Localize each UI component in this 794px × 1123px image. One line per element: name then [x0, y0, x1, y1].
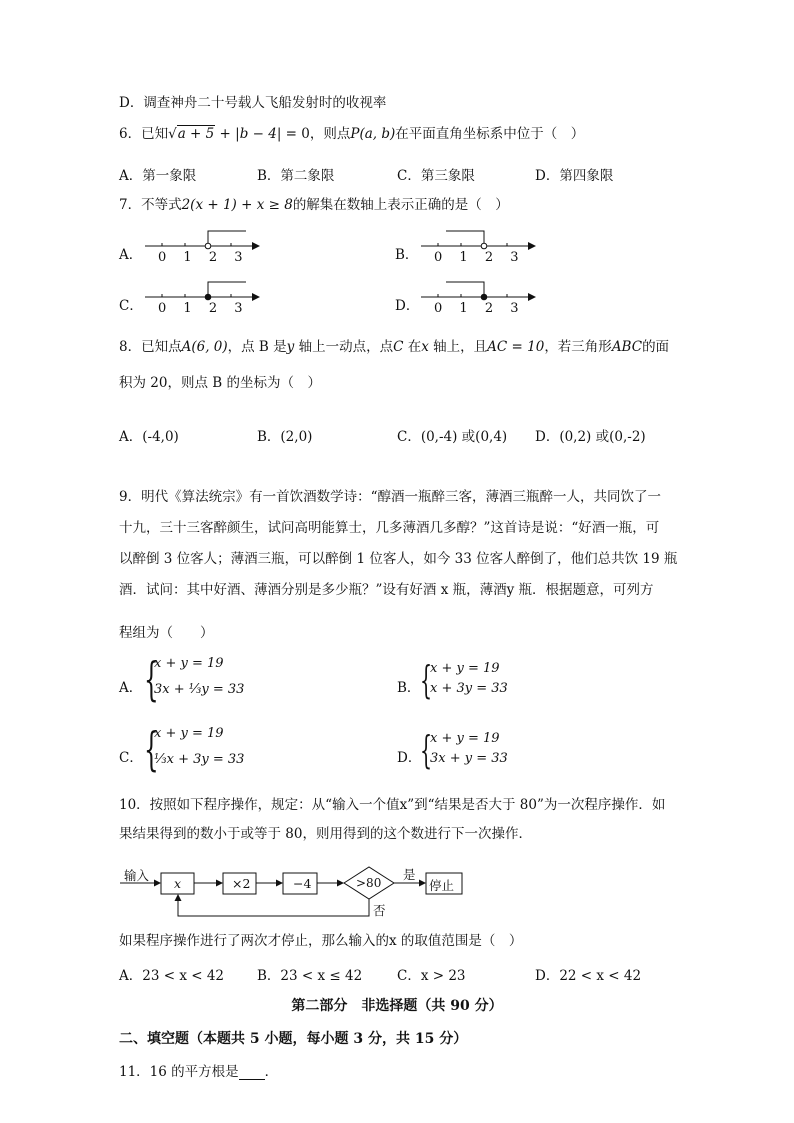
- q5-option-d: D．调查神舟二十号载人飞船发射时的收视率: [119, 95, 387, 111]
- q8-text: 8．已知点: [119, 339, 182, 355]
- q10-option-a: A．23 < x < 42: [119, 968, 225, 984]
- q8-text: ，点 B 是: [227, 339, 287, 355]
- ac-expression: AC = 10: [487, 339, 545, 355]
- q9-label-a: A．: [119, 680, 143, 696]
- q7-label-c: C．: [119, 298, 143, 314]
- q7-label-b: B．: [395, 247, 419, 263]
- q7-stem-prefix: 7．不等式: [119, 197, 182, 213]
- q8-option-c: C．(0,-4) 或(0,4): [397, 429, 508, 445]
- var-c: C: [393, 339, 404, 355]
- equation-system-a: [144, 652, 264, 706]
- flow-no: 否: [373, 903, 386, 918]
- q8-option-b: B．(2,0): [257, 429, 313, 445]
- q9-line-1: 9．明代《算法统宗》有一首饮酒数学诗：“醇酒一瓶醉三客，薄酒三瓶醉一人，共同饮了一: [119, 489, 661, 505]
- tick-2: 2: [208, 301, 218, 316]
- tick-0: 0: [158, 250, 167, 265]
- eq-2: ⅓x + 3y = 33: [154, 752, 245, 767]
- abs-expression: b − 4: [239, 126, 277, 142]
- flow-stop: 停止: [429, 878, 455, 893]
- q9-label-d: D．: [397, 750, 422, 766]
- tick-3: 3: [234, 250, 243, 265]
- q11: [119, 1060, 278, 1080]
- ticks-labels-d: [434, 301, 519, 316]
- brace-icon: {: [144, 722, 159, 776]
- flow-x: x: [174, 876, 182, 891]
- q6-stem-prefix: 6．已知: [119, 126, 169, 142]
- q10-line-1: 10．按照如下程序操作，规定：从“输入一个值x”到“结果是否大于 80”为一次程序操作．如: [119, 797, 666, 813]
- equation-system-c: [144, 722, 264, 776]
- q8-text: 在: [403, 339, 422, 355]
- q7-stem: [119, 197, 509, 213]
- q10-option-d: D．22 < x < 42: [535, 968, 642, 984]
- q6-option-c: C．第三象限: [397, 168, 475, 184]
- flow-minus4: −4: [293, 876, 312, 891]
- tick-0: 0: [434, 301, 443, 316]
- q10-option-b: B．23 < x ≤ 42: [257, 968, 363, 984]
- q8-text: 轴上，且: [428, 339, 488, 355]
- q11-suffix: ．: [264, 1064, 279, 1080]
- equation-system-d: [420, 728, 540, 772]
- var-y: y: [286, 339, 295, 355]
- q9-line-3: 以醉倒 3 位客人；薄酒三瓶，可以醉倒 1 位客人，如今 33 位客人醉倒了，他们总共饮 19 瓶: [119, 551, 678, 567]
- tick-0: 0: [158, 301, 167, 316]
- q8-option-d: D．(0,2) 或(0,-2): [535, 429, 646, 445]
- q6-stem-mid: ，则点: [309, 126, 351, 142]
- tick-2: 2: [484, 301, 494, 316]
- eq-zero: = 0: [285, 126, 310, 142]
- q7-label-a: A．: [119, 247, 143, 263]
- tick-0: 0: [434, 250, 443, 265]
- tick-3: 3: [510, 250, 519, 265]
- var-x: x: [421, 339, 429, 355]
- eq-2: 3x + y = 33: [430, 751, 508, 766]
- q10-line-2: 果结果得到的数小于或等于 80，则用得到的这个数进行下一次操作．: [119, 826, 532, 842]
- q8-line-2: 积为 20，则点 B 的坐标为（ ）: [119, 375, 321, 391]
- ticks-labels-c: [158, 301, 243, 316]
- eq-1: x + y = 19: [154, 656, 224, 671]
- q11-prefix: 11．16 的平方根是: [119, 1064, 239, 1080]
- tick-3: 3: [234, 301, 243, 316]
- q8-text: ，若三角形: [544, 339, 612, 355]
- eq-1: x + y = 19: [430, 661, 500, 676]
- ticks-labels-a: [158, 250, 243, 265]
- tick-3: 3: [510, 301, 519, 316]
- q6-option-b: B．第二象限: [257, 168, 335, 184]
- brace-icon: {: [420, 728, 433, 772]
- tick-2: 2: [208, 250, 218, 265]
- eq-2: 3x + ⅓y = 33: [154, 682, 245, 697]
- q10-option-c: C．x > 23: [397, 968, 466, 984]
- q10-question: 如果程序操作进行了两次才停止，那么输入的x 的取值范围是（ ）: [119, 933, 523, 949]
- flow-times2: ×2: [232, 876, 251, 891]
- closed-point: [481, 294, 487, 300]
- section2-title: 二、填空题（本题共 5 小题，每小题 3 分，共 15 分）: [119, 1031, 468, 1047]
- q9-line-4: 酒．试问：其中好酒、薄酒分别是多少瓶？”设有好酒 x 瓶，薄酒y 瓶．根据题意，可列方: [119, 582, 654, 598]
- equation-system-b: [420, 658, 540, 702]
- ticks-labels-b: [434, 250, 519, 265]
- sqrt-expression: √a + 5: [168, 126, 215, 142]
- q7-label-d: D．: [395, 298, 420, 314]
- q6-stem: 6．已知√a + 5 + |b − 4| = 0，则点P(a, b)在平面直角坐标系中位于（ ）: [119, 126, 585, 142]
- open-point: [205, 243, 211, 249]
- q6-option-d: D．第四象限: [535, 168, 614, 184]
- open-point: [481, 243, 487, 249]
- q9-line-2: 十九，三十三客醉颜生，试问高明能算士，几多薄酒几多醇？”这首诗是说：“好酒一瓶，可: [119, 520, 660, 536]
- q9-line-5: 程组为（ ）: [119, 625, 214, 641]
- eq-1: x + y = 19: [154, 726, 224, 741]
- q6-option-a: A．第一象限: [119, 168, 197, 184]
- answer-blank[interactable]: [239, 1067, 265, 1080]
- closed-point: [205, 294, 211, 300]
- q9-label-b: B．: [397, 680, 421, 696]
- point-p: P(a, b): [350, 126, 396, 142]
- sqrt-radicand: a + 5: [177, 126, 215, 142]
- q7-stem-suffix: 的解集在数轴上表示正确的是（ ）: [292, 197, 509, 213]
- q8-text: 轴上一动点，点: [294, 339, 394, 355]
- flow-yes: 是: [403, 867, 416, 882]
- tick-2: 2: [484, 250, 494, 265]
- q8-text: 的面: [642, 339, 670, 355]
- q9-label-c: C．: [119, 750, 143, 766]
- eq-2: x + 3y = 33: [430, 681, 508, 696]
- tick-1: 1: [183, 250, 192, 265]
- point-a: A(6, 0): [181, 339, 228, 355]
- tick-1: 1: [183, 301, 192, 316]
- eq-1: x + y = 19: [430, 731, 500, 746]
- flow-input-label: 输入: [124, 868, 150, 883]
- tick-1: 1: [459, 301, 468, 316]
- brace-icon: {: [420, 658, 433, 702]
- part2-title: 第二部分 非选择题（共 90 分）: [291, 998, 503, 1014]
- q6-stem-suffix: 在平面直角坐标系中位于（ ）: [395, 126, 585, 142]
- flow-gt80: >80: [356, 876, 382, 890]
- triangle-abc: ABC: [611, 339, 643, 355]
- q7-inequality: 2(x + 1) + x ≥ 8: [181, 197, 293, 213]
- tick-1: 1: [459, 250, 468, 265]
- q8-option-a: A．(-4,0): [119, 429, 179, 445]
- q8-line-1: [119, 339, 669, 355]
- brace-icon: {: [144, 652, 159, 706]
